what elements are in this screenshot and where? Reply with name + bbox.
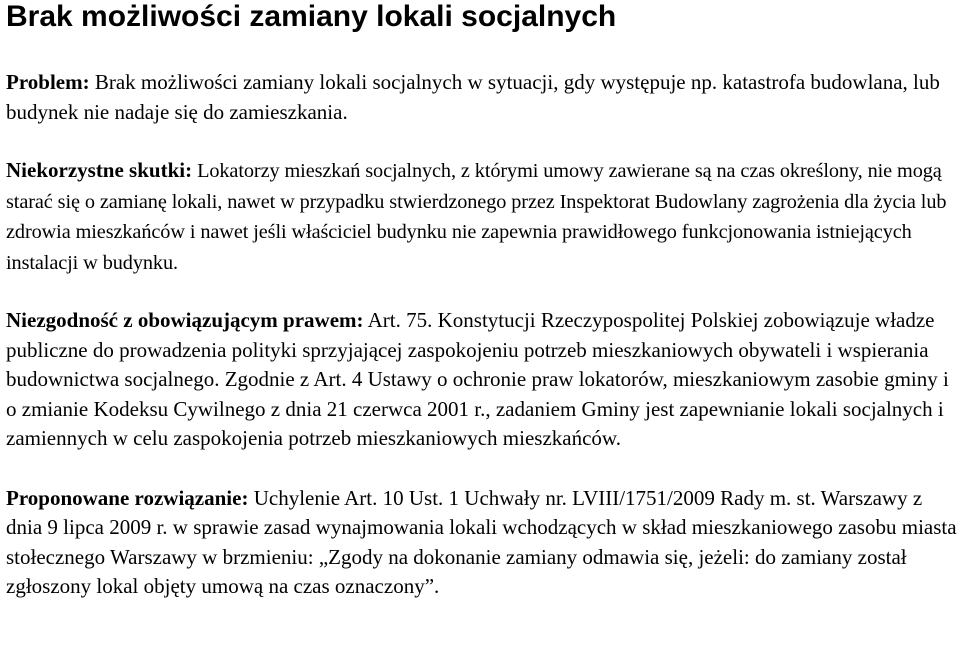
effects-paragraph <box>6 156 958 278</box>
proposed-solution-text: Uchylenie Art. 10 Ust. 1 Uchwały nr. LVIII/1751/2009 Rady m. st. Warszawy z dnia 9 lipca 2009 r. w sprawie zasad wynajmowania lokali wchodzących w skład mieszkaniowego zasobu miasta stołecznego Warszawy w brzmieniu: „Zgody na dokonanie zamiany odmawia się, jeżeli: do zamiany został zgłoszony lokal objęty umową na czas oznaczony”. <box>6 485 957 598</box>
problem-text: Brak możliwości zamiany lokali socjalnych w sytuacji, gdy występuje np. katastrofa budowlana, lub budynek nie nadaje się do zamieszkania. <box>6 70 940 124</box>
law-conflict-label: Niezgodność z obowiązującym prawem: <box>6 308 364 332</box>
proposed-solution-label: Proponowane rozwiązanie: <box>6 485 249 510</box>
law-conflict-text: Art. 75. Konstytucji Rzeczypospolitej Polskiej zobowiązuje władze publiczne do prowadzenia polityki sprzyjającej zaspokojeniu potrzeb mieszkaniowych obywateli i wspierania budownictwa socjalnego. Zgodnie z Art. 4 Ustawy o ochronie praw lokatorów, mieszkaniowym zasobie gminy i o zmianie Kodeksu Cywilnego z dnia 21 czerwca 2001 r., zadaniem Gminy jest zapewnianie lokali socjalnych i zamiennych w celu zaspokojenia potrzeb mieszkaniowych mieszkańców. <box>6 308 949 450</box>
problem-label: Problem: <box>6 70 90 94</box>
law-conflict-paragraph <box>6 306 958 454</box>
problem-paragraph <box>6 68 958 127</box>
proposed-solution-paragraph <box>6 484 958 602</box>
effects-label: Niekorzystne skutki: <box>6 158 193 182</box>
page-title: Brak możliwości zamiany lokali socjalnych <box>6 0 617 33</box>
effects-text: Lokatorzy mieszkań socjalnych, z którymi umowy zawierane są na czas określony, nie mogą starać się o zamianę lokali, nawet w przypadku stwierdzonego przez Inspektorat Budowlany zagrożenia dla życia lub zdrowia mieszkańców i nawet jeśli właściciel budynku nie zapewnia prawidłowego funkcjonowania istniejących instalacji w budynku. <box>6 160 947 274</box>
